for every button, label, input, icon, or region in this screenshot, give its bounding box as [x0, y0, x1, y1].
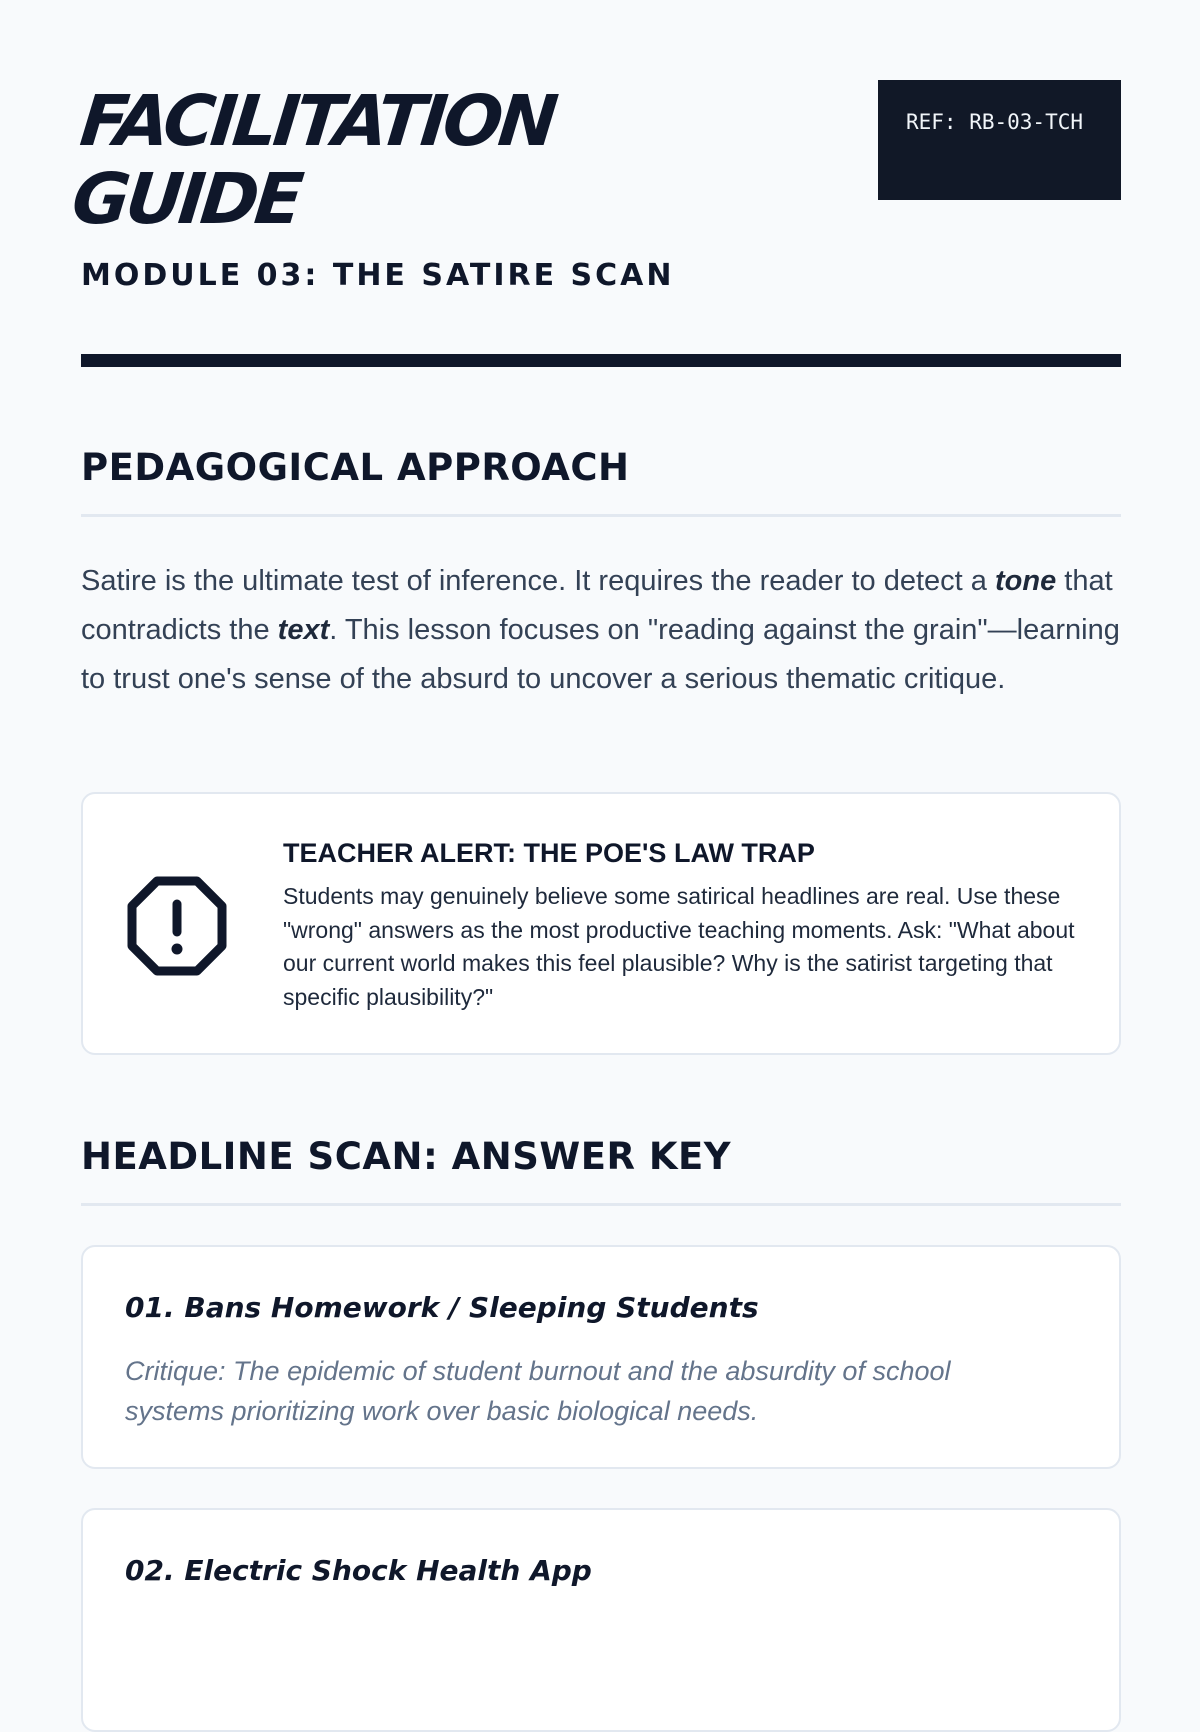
answer-critique: Critique: The epidemic of student burnout and the absurdity of school systems prioritizing work over basic biological needs. — [125, 1356, 951, 1426]
intro-emphasis-text: text — [277, 614, 330, 646]
pedagogy-heading: PEDAGOGICAL APPROACH — [81, 446, 630, 489]
answer-key-heading: HEADLINE SCAN: ANSWER KEY — [81, 1135, 732, 1178]
page-title — [69, 82, 558, 238]
header-divider — [81, 354, 1121, 367]
guide-page — [68, 0, 1121, 1587]
title-line-2: GUIDE — [68, 158, 304, 240]
teacher-alert-card — [81, 792, 1121, 1055]
reference-badge: REF: RB-03-TCH — [878, 80, 1121, 200]
intro-part-3: . This lesson focuses on "reading against the grain"—learning to trust one's sense of the absurd to uncover a serious thematic critique. — [81, 614, 1120, 695]
answer-card — [81, 1245, 1121, 1469]
answer-title: 02. Electric Shock Health App — [125, 1554, 592, 1587]
title-line-1: FACILITATION — [76, 80, 558, 162]
alert-octagon-icon — [125, 874, 229, 978]
alert-title: TEACHER ALERT: THE POE'S LAW TRAP — [283, 838, 815, 868]
pedagogy-divider — [81, 514, 1121, 517]
intro-emphasis-tone: tone — [994, 565, 1057, 597]
answer-key-divider — [81, 1203, 1121, 1206]
intro-part-2: that contradicts the — [81, 565, 1113, 646]
module-subtitle: MODULE 03: THE SATIRE SCAN — [81, 258, 675, 293]
guide-header — [68, 0, 1121, 367]
pedagogy-intro — [81, 557, 1121, 704]
intro-part-1: Satire is the ultimate test of inference. It requires the reader to detect a — [81, 565, 995, 597]
answer-title: 01. Bans Homework / Sleeping Students — [125, 1291, 759, 1324]
answer-card — [81, 1508, 1121, 1732]
alert-body: Students may genuinely believe some satirical headlines are real. Use these "wrong" answers as the most productive teaching moments. Ask: "What about our current world makes this feel plausible? Why is the satirist targeting that specific plausibility?" — [283, 883, 1075, 1010]
